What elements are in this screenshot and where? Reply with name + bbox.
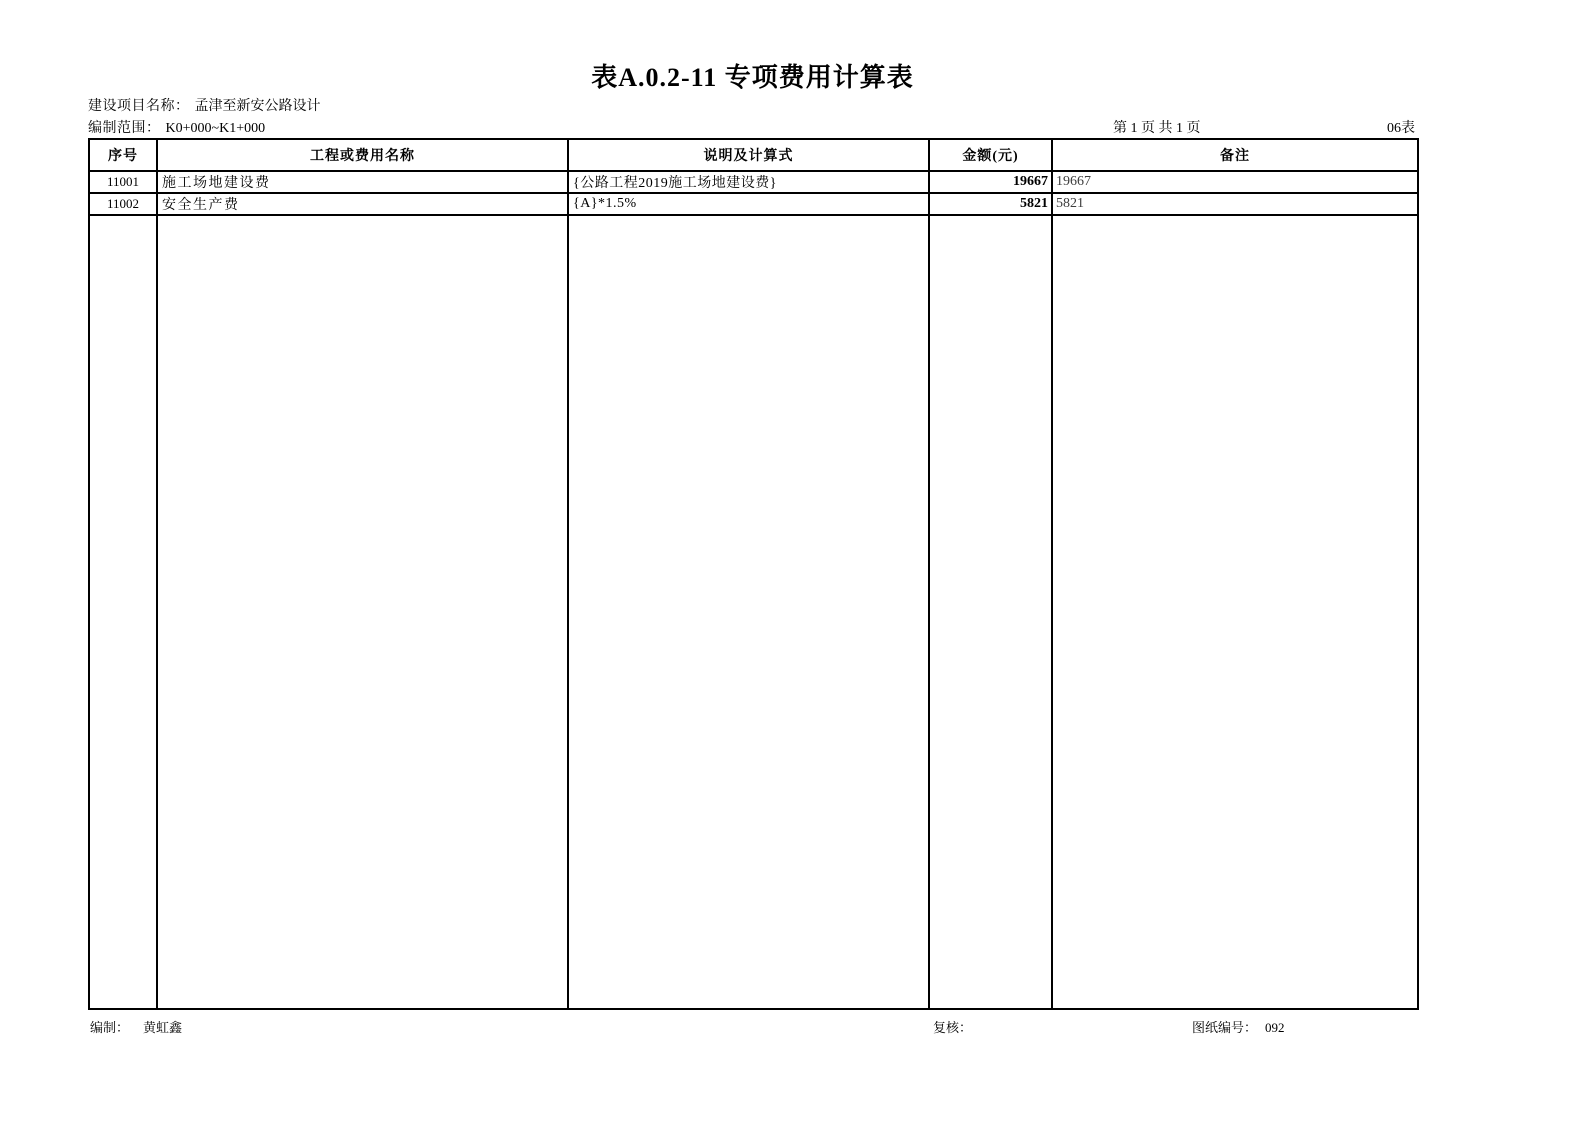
- empty-cell: [568, 215, 929, 1009]
- scope-value: K0+000~K1+000: [165, 121, 266, 136]
- table-header-row: [89, 139, 1418, 171]
- cell-seq-no: 11002: [89, 193, 157, 215]
- col-header-description-formula: 说明及计算式: [568, 139, 929, 171]
- empty-cell: [1052, 215, 1418, 1009]
- prepared-by-group: [90, 1017, 182, 1036]
- project-name-value: 孟津至新安公路设计: [194, 99, 321, 114]
- scope-line: [88, 117, 1417, 135]
- drawing-number-value: 092: [1265, 1020, 1285, 1035]
- drawing-number-label: 图纸编号：: [1192, 1020, 1258, 1035]
- reviewed-by-label: 复核：: [933, 1020, 973, 1035]
- table-empty-body: [89, 215, 1418, 1009]
- project-name-label: 建设项目名称：: [88, 99, 190, 114]
- cell-formula: {公路工程2019施工场地建设费}: [568, 171, 929, 193]
- empty-cell: [929, 215, 1052, 1009]
- col-header-seq-no: 序号: [89, 139, 157, 171]
- cell-remark: 19667: [1052, 171, 1418, 193]
- project-name-line: [88, 95, 321, 115]
- cell-remark: 5821: [1052, 193, 1418, 215]
- empty-cell: [89, 215, 157, 1009]
- cell-formula: {A}*1.5%: [568, 193, 929, 215]
- drawing-number-group: [1192, 1017, 1285, 1036]
- col-header-amount-yuan: 金额(元): [929, 139, 1052, 171]
- page-title: 表A.0.2-11 专项费用计算表: [591, 63, 914, 92]
- cell-amount: 5821: [929, 193, 1052, 215]
- cell-expense-name: 施工场地建设费: [157, 171, 568, 193]
- footer-line: [88, 1017, 1417, 1035]
- prepared-by-name: 黄虹鑫: [143, 1020, 183, 1035]
- scope-group: [88, 117, 265, 137]
- table-row: [89, 193, 1418, 215]
- cell-amount: 19667: [929, 171, 1052, 193]
- form-number: 06表: [1387, 121, 1415, 136]
- page-indicator: 第 1 页 共 1 页: [1113, 121, 1201, 136]
- prepared-by-label: 编制：: [90, 1020, 130, 1035]
- cell-expense-name: 安全生产费: [157, 193, 568, 215]
- table-row: [89, 171, 1418, 193]
- col-header-remarks: 备注: [1052, 139, 1418, 171]
- empty-cell: [157, 215, 568, 1009]
- scope-label: 编制范围：: [88, 121, 161, 136]
- col-header-work-or-expense-name: 工程或费用名称: [157, 139, 568, 171]
- cell-seq-no: 11001: [89, 171, 157, 193]
- expense-table: [88, 138, 1419, 1010]
